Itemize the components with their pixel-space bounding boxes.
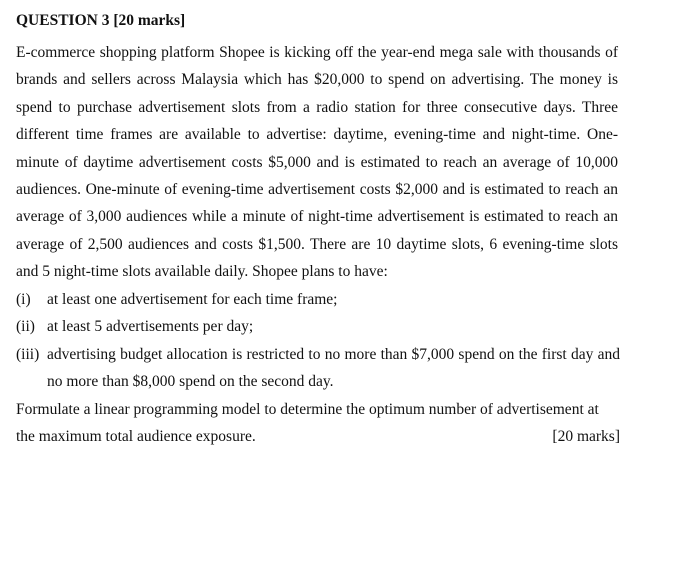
condition-text-1: at least one advertisement for each time frame; xyxy=(47,291,338,308)
condition-item-1 xyxy=(16,286,620,313)
condition-number-1: (i) xyxy=(16,291,31,308)
closing-line-2: the maximum total audience exposure. xyxy=(16,428,256,446)
question-paragraph: E-commerce shopping platform Shopee is kicking off the year-end mega sale with thousands of brands and sellers across Malaysia which has $20,000 to spend on advertising. The money is spend to purchase advertisement slots from a radio station for three consecutive days. Three different time frames are available to advertise: daytime, evening-time and night-time. One-minute of daytime advertisement costs $5,000 and is estimated to reach an average of 10,000 audiences. One-minute of evening-time advertisement costs $2,000 and is estimated to reach an average of 3,000 audiences while a minute of night-time advertisement is estimated to reach an average of 2,500 audiences and costs $1,500. There are 10 daytime slots, 6 evening-time slots and 5 night-time slots available daily. Shopee plans to have: xyxy=(16,44,618,281)
condition-number-3: (iii) xyxy=(16,345,40,363)
closing-instruction xyxy=(16,396,620,451)
condition-number-2: (ii) xyxy=(16,318,35,336)
question-heading: QUESTION 3 [20 marks] xyxy=(16,12,186,29)
marks-label: [20 marks] xyxy=(552,428,620,446)
condition-text-2: at least 5 advertisements per day; xyxy=(47,318,254,336)
conditions-list xyxy=(16,286,620,396)
condition-item-2 xyxy=(16,313,620,340)
closing-line-1: Formulate a linear programming model to determine the optimum number of advertisement at xyxy=(16,401,599,418)
condition-item-3 xyxy=(16,341,620,396)
condition-text-3: advertising budget allocation is restricted to no more than $7,000 spend on the first day and no more than $8,000 spend on the second day. xyxy=(47,345,620,391)
